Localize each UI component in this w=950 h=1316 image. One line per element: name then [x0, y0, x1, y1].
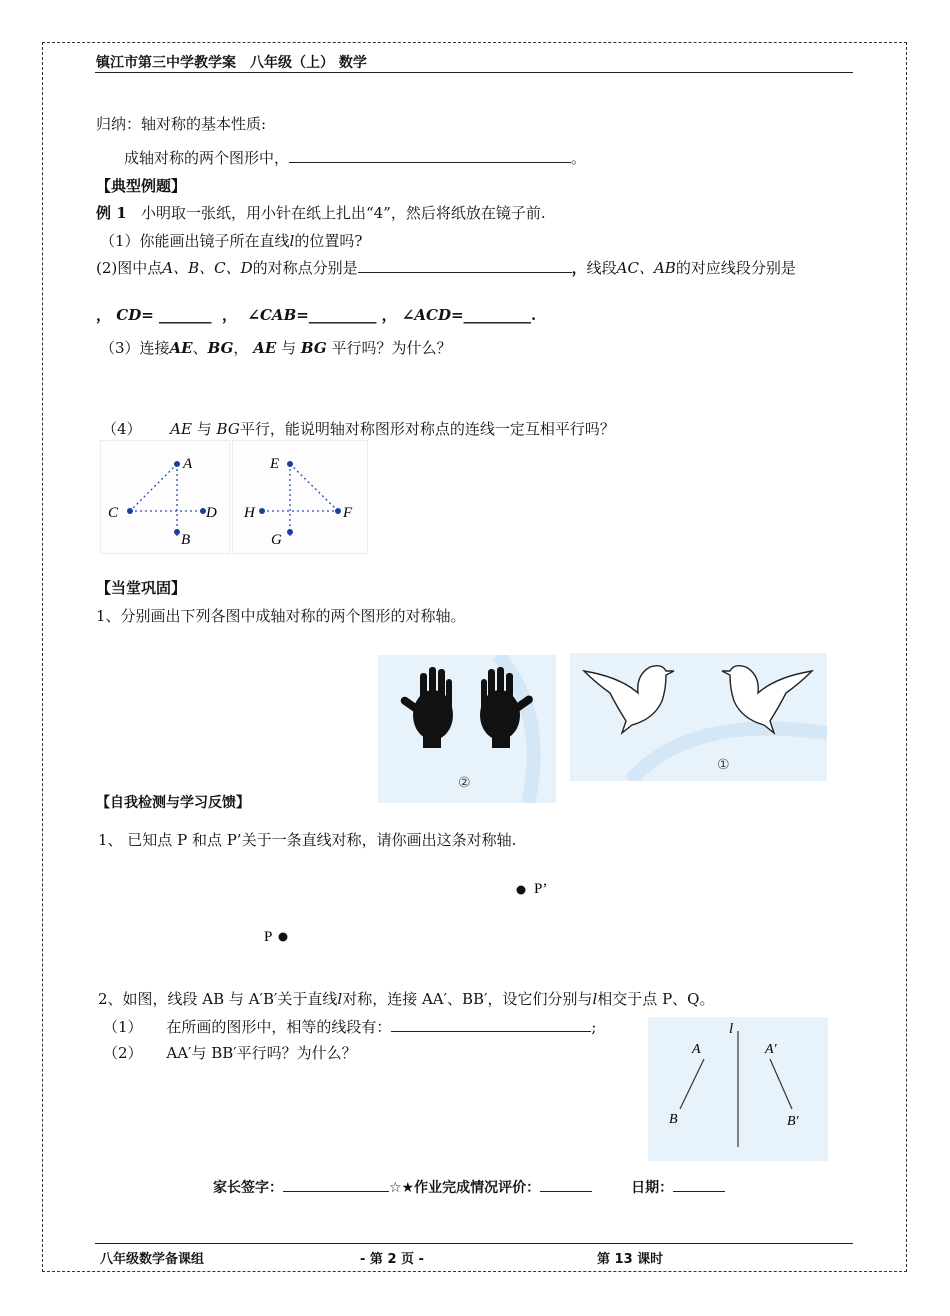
q3-prefix: （3）连接	[100, 339, 170, 357]
q2b-cd[interactable]: CD= _______	[116, 306, 212, 324]
point-p-prime	[512, 878, 572, 900]
q3-ae: AE	[169, 339, 193, 357]
q3-sep: 、	[192, 339, 208, 357]
q2b-sep2: ，	[381, 306, 397, 324]
q1-prefix: （1）你能画出镜子所在直线	[100, 232, 290, 250]
hands-label: ②	[458, 775, 471, 791]
selfcheck-question-2a	[103, 1016, 596, 1037]
label-a-prime: A′	[765, 1042, 777, 1057]
line-l-label: l	[729, 1021, 734, 1037]
doves-label: ①	[717, 757, 730, 773]
selfcheck-question-2b	[103, 1042, 357, 1063]
q3-bg2: BG	[300, 339, 327, 357]
summary-property	[124, 147, 586, 168]
q3-ae2: AE	[253, 339, 277, 357]
q2b-sep1: ，	[221, 306, 237, 324]
q2b-acd[interactable]: ∠ACD=_________	[401, 306, 532, 324]
footer-center: - 第 2 页 -	[360, 1252, 424, 1267]
sq2-var2: l	[592, 990, 598, 1008]
summary-property-blank[interactable]	[289, 148, 571, 163]
label-b-prime: B′	[787, 1114, 799, 1129]
consolidate-heading: 【当堂巩固】	[96, 579, 187, 597]
q2-comma: ，	[571, 259, 587, 277]
label-g: G	[271, 532, 282, 548]
point-c	[127, 508, 133, 514]
q2-seg-suffix: 的对应线段分别是	[675, 259, 796, 277]
example-text: 小明取一张纸，用小针在纸上扎出“4”，然后将纸放在镜子前.	[140, 204, 546, 222]
question-4	[102, 418, 615, 439]
parent-signature-blank[interactable]	[283, 1177, 389, 1192]
footer-rule	[95, 1243, 853, 1244]
sq2a-text: 在所画的图形中，相等的线段有：	[166, 1018, 392, 1036]
p-prime-label: P’	[534, 881, 548, 897]
q4-suffix: 平行，能说明轴对称图形对称点的连线一定互相平行吗？	[239, 420, 615, 438]
figure-doves	[570, 653, 827, 781]
q3-comma: ，	[233, 339, 249, 357]
label-b: B	[669, 1112, 678, 1127]
point-p	[262, 925, 302, 947]
summary-intro: 归纳：轴对称的基本性质:	[96, 115, 267, 133]
label-a: A	[183, 456, 193, 472]
q2b-comma: ，	[96, 306, 112, 324]
figure-four-left	[100, 440, 230, 554]
label-f: F	[343, 505, 353, 521]
point-b	[174, 529, 180, 535]
q4-label: （4）	[102, 420, 142, 438]
q2-segs: AC、AB	[616, 259, 676, 277]
figure-segments	[648, 1017, 828, 1161]
point-g	[287, 529, 293, 535]
sq2a-label: （1）	[103, 1018, 143, 1036]
point-f	[335, 508, 341, 514]
sq2a-end: ;	[591, 1018, 597, 1036]
parent-signature-label: 家长签字：	[213, 1180, 283, 1196]
question-3	[100, 337, 451, 358]
summary-property-end: 。	[571, 149, 587, 167]
evaluation-blank[interactable]	[540, 1177, 592, 1192]
q2b-end: .	[531, 306, 537, 324]
figure-four-right	[232, 440, 368, 554]
footer-right: 第 13 课时	[597, 1252, 664, 1267]
consolidate-question-1: 1、分别画出下列各图中成轴对称的两个图形的对称轴。	[96, 607, 466, 625]
figure-hands	[378, 655, 556, 803]
sq2b-label: （2）	[103, 1044, 143, 1062]
q3-bg: BG	[207, 339, 234, 357]
typical-heading: 【典型例题】	[96, 177, 187, 195]
selfcheck-question-1: 1、 已知点 P 和点 P’关于一条直线对称，请你画出这条对称轴.	[98, 831, 517, 849]
header-title: 镇江市第三中学教学案 八年级（上） 数学	[96, 55, 367, 71]
summary-property-prefix: 成轴对称的两个图形中，	[124, 149, 290, 167]
question-2b	[96, 304, 536, 325]
date-label: 日期：	[631, 1180, 674, 1196]
point-e	[287, 461, 293, 467]
sq2a-blank[interactable]	[391, 1017, 591, 1032]
selfcheck-question-2	[98, 988, 714, 1009]
q4-bg: BG	[216, 420, 240, 438]
p-label: P	[264, 929, 273, 945]
q1-suffix: 的位置吗?	[294, 232, 363, 250]
label-e: E	[270, 456, 280, 472]
evaluation-label: ☆★作业完成情况评价：	[389, 1180, 541, 1196]
q2-seg-prefix: 线段	[586, 259, 617, 277]
q2-blank-points[interactable]	[358, 258, 572, 273]
q2-points: A、B、C、D	[162, 259, 253, 277]
example-label: 例 1	[96, 204, 127, 222]
question-2	[96, 257, 796, 278]
question-1	[100, 230, 362, 251]
q3-and: 与	[281, 339, 297, 357]
sq2-prefix: 2、如图，线段 AB 与 A′B′关于直线	[98, 990, 338, 1008]
footer-left: 八年级数学备课组	[100, 1252, 205, 1267]
example-1	[96, 202, 546, 223]
signature-row	[213, 1177, 725, 1197]
sq2b-text: AA′与 BB′平行吗？为什么？	[166, 1044, 357, 1062]
sq2-suffix: 相交于点 P、Q。	[597, 990, 715, 1008]
sq2-mid: 对称，连接 AA′、BB′，设它们分别与	[342, 990, 593, 1008]
q4-and: 与	[196, 420, 212, 438]
point-a	[174, 461, 180, 467]
header-rule	[95, 72, 853, 73]
q2-prefix: (2)图中点	[96, 259, 163, 277]
label-d: D	[206, 505, 217, 521]
selfcheck-heading: 【自我检测与学习反馈】	[96, 795, 250, 811]
label-c: C	[108, 505, 119, 521]
q2b-cab[interactable]: ∠CAB=_________	[247, 306, 377, 324]
label-h: H	[244, 505, 255, 521]
date-blank[interactable]	[673, 1177, 725, 1192]
sq2-var: l	[337, 990, 343, 1008]
label-a: A	[692, 1042, 701, 1057]
label-b: B	[181, 532, 191, 548]
q2-mid: 的对称点分别是	[252, 259, 358, 277]
q1-var: l	[289, 232, 295, 250]
q3-suffix: 平行吗？为什么？	[331, 339, 452, 357]
q4-ae: AE	[170, 420, 192, 438]
point-h	[259, 508, 265, 514]
